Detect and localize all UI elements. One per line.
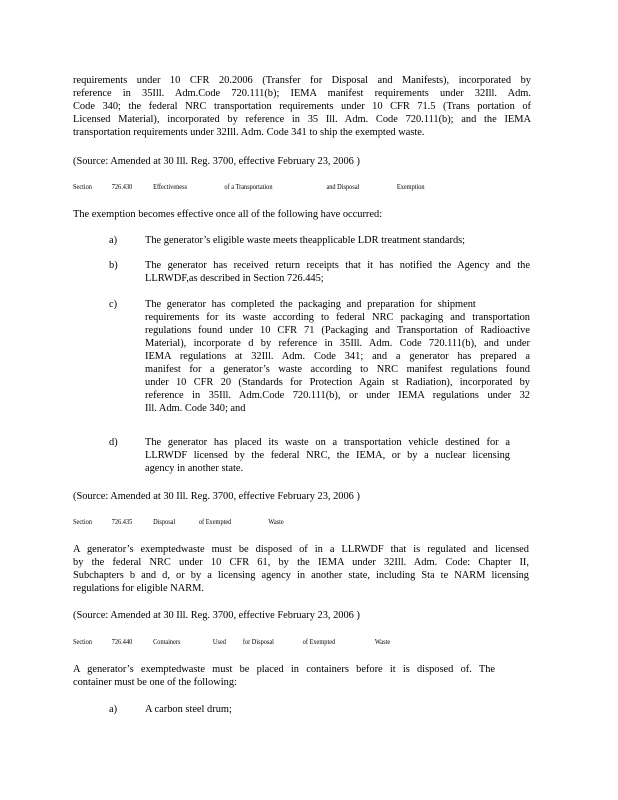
text-line: regulations for eligible NARM. — [73, 583, 205, 594]
text-line: Code 340; the federal NRC transportation requirements under 10 CFR 71.5 (Trans portation of — [73, 101, 531, 112]
source-note: (Source: Amended at 30 Ill. Reg. 3700, effective February 23, 2006 ) — [73, 156, 360, 167]
source-note: (Source: Amended at 30 Ill. Reg. 3700, effective February 23, 2006 ) — [73, 610, 360, 621]
text-line: LLRWDF,as described in Section 726.445; — [145, 273, 324, 284]
section-heading-726-435 — [73, 518, 302, 528]
text-line: Ill. Adm. Code 340; and — [145, 403, 246, 414]
section-lead-text — [73, 208, 382, 221]
text-line: The generator has received return receipts that it has notified the Agency and the — [145, 260, 530, 271]
text-line: agency in another state. — [145, 463, 244, 474]
text-line: The exemption becomes effective once all of the following have occurred: — [73, 209, 383, 220]
list-item — [145, 234, 530, 247]
section-number: 726.435 — [111, 518, 133, 526]
list-item — [145, 259, 530, 285]
text-line: container must be one of the following: — [73, 677, 237, 688]
list-item — [145, 436, 510, 475]
text-line: Subchapters b and d, or by a licensing agency in another state, including Sta te NARM licensing — [73, 570, 529, 581]
list-marker: b) — [109, 260, 118, 271]
section-heading-726-440 — [73, 638, 407, 648]
text-line: The generator has placed its waste on a transportation vehicle destined for a — [145, 437, 510, 448]
section-label: Section — [73, 518, 92, 526]
section-title-word: of Exempted — [302, 638, 336, 646]
list-item — [145, 298, 530, 415]
section-title-word: Exemption — [396, 183, 425, 191]
list-marker: a) — [109, 704, 118, 715]
text-line: The generator’s eligible waste meets theapplicable LDR treatment standards; — [145, 235, 466, 246]
text-line: LLRWDF licensed by the federal NRC, the IEMA, or by a nuclear licensing — [145, 450, 510, 461]
list-marker: d) — [109, 437, 118, 448]
list-marker: a) — [109, 235, 118, 246]
section-title-word: Containers — [153, 638, 181, 646]
text-line: regulations found under 10 CFR 71 (Packaging and Transportation of Radioactive — [145, 325, 530, 336]
section-heading-726-430 — [73, 183, 425, 193]
section-title-word: Used — [212, 638, 226, 646]
text-line: reference in 35Ill. Adm.Code 720.111(b), or under IEMA regulations under 32 — [145, 390, 530, 401]
text-line: manifest for a generator’s waste according to NRC manifest regulations found — [145, 364, 530, 375]
text-line: reference in 35Ill. Adm.Code 720.111(b); IEMA manifest requirements under 32Ill. Adm. — [73, 88, 531, 99]
text-line: requirements under 10 CFR 20.2006 (Transfer for Disposal and Manifests), incorporated by — [73, 75, 531, 86]
section-label: Section — [73, 183, 92, 191]
section-lead-text — [73, 663, 495, 689]
section-number: 726.440 — [111, 638, 133, 646]
text-line: A generator’s exemptedwaste must be placed in containers before it is disposed of. The — [73, 664, 495, 675]
section-title-word: Waste — [374, 638, 391, 646]
list-item — [145, 703, 232, 716]
section-label: Section — [73, 638, 92, 646]
section-title-word: of Exempted — [198, 518, 232, 526]
section-title-word: Disposal — [153, 518, 176, 526]
text-line: by the federal NRC under 10 CFR 61, by the IEMA under 32Ill. Adm. Code: Chapter II, — [73, 557, 529, 568]
section-title-word: for Disposal — [242, 638, 274, 646]
section-number: 726.430 — [111, 183, 133, 191]
intro-paragraph — [73, 74, 531, 139]
text-line: requirements for its waste according to federal NRC packaging and transportation — [145, 312, 530, 323]
text-line: Licensed Material), incorporated by reference in 35 Ill. Adm. Code 720.111(b); and the IEMA — [73, 114, 531, 125]
section-title-word: Effectiveness — [153, 183, 188, 191]
text-line: Material), incorporate d by reference in 35Ill. Adm. Code 720.111(b), and under — [145, 338, 530, 349]
source-note: (Source: Amended at 30 Ill. Reg. 3700, effective February 23, 2006 ) — [73, 491, 360, 502]
text-line: A carbon steel drum; — [145, 704, 232, 715]
text-line: transportation requirements under 32Ill. Adm. Code 341 to ship the exempted waste. — [73, 127, 425, 138]
text-line: under 10 CFR 20 (Standards for Protection Again st Radiation), incorporated by — [145, 377, 530, 388]
text-line: A generator’s exemptedwaste must be disposed of in a LLRWDF that is regulated and licensed — [73, 544, 529, 555]
section-title-word: and Disposal — [326, 183, 360, 191]
list-marker: c) — [109, 299, 118, 310]
section-title-word: of a Transportation — [224, 183, 273, 191]
section-lead-text — [73, 543, 529, 595]
text-line: The generator has completed the packaging and preparation for shipment — [145, 299, 476, 310]
text-line: IEMA regulations at 32Ill. Adm. Code 341; and a generator has prepared a — [145, 351, 530, 362]
section-title-word: Waste — [268, 518, 284, 526]
